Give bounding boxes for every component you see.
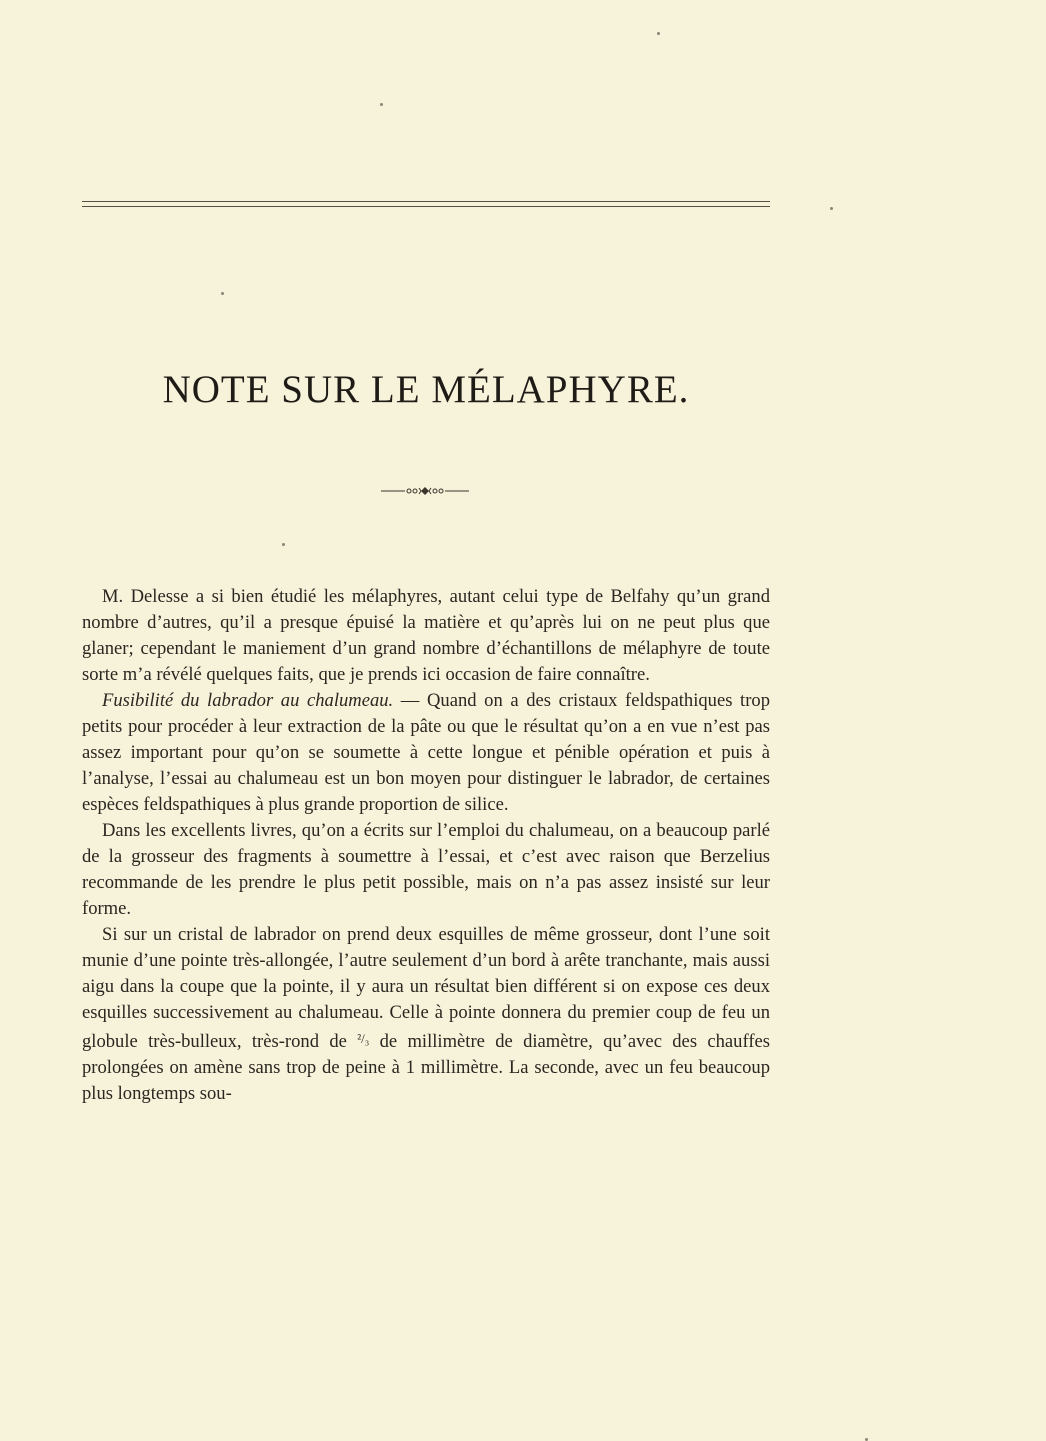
paragraph-1-text: M. Delesse a si bien étudié les mélaphyres, autant celui type de Belfahy qu’un grand nombre d’autres, qu’il a presque épuisé la matière et qu’après lui on ne peut plus que glaner; cependant le maniement d’un grand nombre d’échantillons de mélaphyre de toute sorte m’a révélé quelques faits, que je prends ici occasion de faire connaître. — [82, 586, 770, 685]
paper-speck — [282, 543, 285, 546]
body-text — [82, 584, 770, 1107]
paragraph-2-text: — Quand on a des cristaux feldspathiques trop petits pour procéder à leur extraction de la pâte ou que le résultat qu’on a en vue n’est pas assez important pour qu’on se soumette à cette longue et pénible opération et puis à l’analyse, l’essai au chalumeau est un bon moyen pour distinguer le labrador, de certaines espèces feldspathiques à plus grande proportion de silice. — [82, 690, 770, 815]
paper-speck — [657, 32, 660, 35]
paragraph-1 — [82, 584, 770, 688]
ornament-divider-icon — [381, 484, 469, 498]
paragraph-3-text: Dans les excellents livres, qu’on a écrits sur l’emploi du chalumeau, on a beaucoup parlé de la grosseur des fragments à soumettre à l’essai, et c’est avec raison que Berzelius recommande de les prendre le plus petit possible, mais on n’a pas assez insisté sur leur forme. — [82, 820, 770, 919]
top-double-rule — [82, 201, 770, 207]
paragraph-3 — [82, 818, 770, 922]
paragraph-2 — [82, 688, 770, 818]
paragraph-4-text-start: Si sur un cristal de labrador on prend deux esquilles de même grosseur, dont l’une soit munie d’une pointe très-allongée, l’autre seulement d’un bord à arête tranchante, mais aussi aigu dans la coupe que la pointe, il y aura un résultat bien différent si on expose ces deux esquilles successivement au chalumeau. Celle à pointe donnera du premier coup de feu un globule très-bulleux, très-rond de — [82, 924, 770, 1052]
fraction-two-thirds: ²/₃ — [357, 1031, 370, 1046]
paper-speck — [830, 207, 833, 210]
paper-speck — [380, 103, 383, 106]
page-title: NOTE SUR LE MÉLAPHYRE. — [162, 368, 690, 411]
paragraph-2-heading: Fusibilité du labrador au chalumeau. — [102, 690, 394, 711]
paper-speck — [221, 292, 224, 295]
paragraph-4-text-end: de millimètre de diamètre, qu’avec des chauffes prolongées on amène sans trop de peine à 1 millimètre. La seconde, avec un feu beaucoup plus longtemps sou- — [82, 1031, 771, 1104]
paragraph-4 — [82, 922, 770, 1107]
